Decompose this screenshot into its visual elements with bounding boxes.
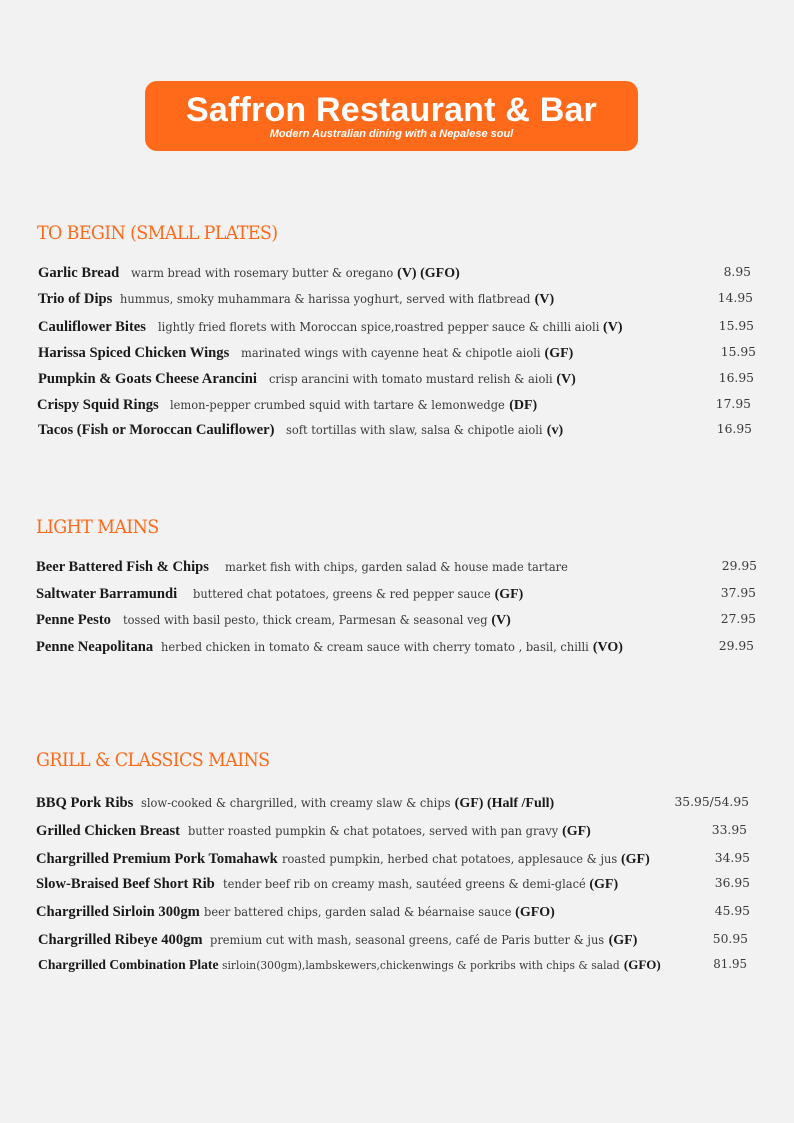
item-description: soft tortillas with slaw, salsa & chipotle aioli [286,423,543,437]
item-name: Chargrilled Sirloin 300gm [36,904,200,920]
item-dietary-tags: (GF) [620,852,650,867]
menu-item [36,876,618,893]
item-price: 36.95 [714,876,750,890]
item-name: BBQ Pork Ribs [36,795,134,811]
menu-item [38,422,563,439]
item-dietary-tags: (GF) [544,346,574,361]
item-name: Beer Battered Fish & Chips [36,559,209,575]
item-description: premium cut with mash, seasonal greens, café de Paris butter & jus [210,933,605,947]
item-description: lightly fried florets with Moroccan spice,roastred pepper sauce & chilli aioli [157,320,600,334]
item-dietary-tags: (GF) [494,587,524,602]
item-dietary-tags: (VO) [592,640,623,655]
restaurant-tagline: Modern Australian dining with a Nepalese soul [269,128,514,140]
item-name: Cauliflower Bites [38,319,146,335]
item-name: Penne Neapolitana [36,639,154,655]
item-price: 35.95/54.95 [674,795,749,809]
menu-item [37,397,537,414]
item-description: warm bread with rosemary butter & oregano [130,266,394,280]
item-description: slow-cooked & chargrilled, with creamy slaw & chips [141,796,451,810]
item-price: 16.95 [716,422,752,436]
item-name: Grilled Chicken Breast [36,823,181,839]
item-price: 45.95 [714,904,750,918]
item-name: Pumpkin & Goats Cheese Arancini [38,371,257,387]
menu-item [36,639,623,656]
item-price: 37.95 [720,586,756,600]
item-description: hummus, smoky muhammara & harissa yoghurt, served with flatbread [120,292,531,306]
menu-item [36,823,591,840]
restaurant-header [145,81,638,151]
menu-item [38,932,637,949]
item-dietary-tags: (V) [534,292,555,307]
item-dietary-tags: (GF) [589,877,619,892]
item-price: 17.95 [715,397,751,411]
restaurant-name: Saffron Restaurant & Bar [186,91,597,129]
item-description: tender beef rib on creamy mash, sautéed greens & demi-glacé [222,877,586,891]
item-dietary-tags: (GFO) [515,905,555,920]
item-name: Tacos (Fish or Moroccan Cauliflower) [38,422,275,438]
item-description: butter roasted pumpkin & chat potatoes, served with pan gravy [187,824,559,838]
item-name: Chargrilled Combination Plate [38,957,219,972]
item-description: beer battered chips, garden salad & béarnaise sauce [203,905,512,919]
item-dietary-tags: (V) [491,613,511,628]
item-description: roasted pumpkin, herbed chat potatoes, applesauce & jus [281,852,617,866]
item-name: Crispy Squid Rings [37,397,159,413]
menu-item [38,291,554,308]
menu-item [36,904,555,921]
section-title-to-begin: TO BEGIN (SMALL PLATES) [37,222,278,244]
item-dietary-tags: (v) [546,423,564,438]
item-price: 27.95 [720,612,756,626]
item-name: Trio of Dips [38,291,113,307]
item-dietary-tags: (GF) [608,933,638,948]
menu-item [38,371,576,388]
menu-item [36,586,523,603]
item-dietary-tags: (DF) [509,398,538,413]
item-description: herbed chicken in tomato & cream sauce with cherry tomato , basil, chilli [160,640,589,654]
item-dietary-tags: (V) (GFO) [397,266,460,281]
item-price: 15.95 [718,319,754,333]
item-name: Saltwater Barramundi [36,586,178,602]
item-price: 33.95 [711,823,747,837]
item-price: 14.95 [717,291,753,305]
section-title-light-mains: LIGHT MAINS [36,516,159,538]
menu-item [36,559,593,575]
item-name: Slow-Braised Beef Short Rib [36,876,215,892]
item-name: Harissa Spiced Chicken Wings [38,345,230,361]
item-price: 15.95 [720,345,756,359]
item-price: 81.95 [713,957,747,971]
menu-item [36,795,554,812]
item-dietary-tags: (GFO) [623,957,661,972]
item-description: sirloin(300gm),lambskewers,chickenwings & porkribs with chips & salad [222,958,620,972]
item-description: tossed with basil pesto, thick cream, Parmesan & seasonal veg [122,613,488,627]
menu-item [38,345,573,362]
menu-item [38,319,622,336]
item-name: Chargrilled Ribeye 400gm [38,932,203,948]
item-description: lemon-pepper crumbed squid with tartare & lemonwedge [170,398,506,412]
item-description: marinated wings with cayenne heat & chipotle aioli [241,346,541,360]
item-price: 34.95 [714,851,750,865]
item-name: Penne Pesto [36,612,111,628]
item-price: 8.95 [723,265,751,279]
item-dietary-tags: (V) [556,372,576,387]
item-name: Garlic Bread [38,265,120,281]
item-price: 29.95 [718,639,754,653]
item-price: 29.95 [721,559,757,573]
menu-item [36,851,650,868]
item-description: market fish with chips, garden salad & house made tartare [224,560,568,574]
menu-item [38,957,661,973]
item-description: crisp arancini with tomato mustard relish & aioli [268,372,553,386]
item-price: 50.95 [712,932,748,946]
section-title-grill-classics: GRILL & CLASSICS MAINS [36,749,270,771]
item-dietary-tags: (V) [603,320,623,335]
item-price: 16.95 [718,371,754,385]
item-name: Chargrilled Premium Pork Tomahawk [36,851,278,867]
item-dietary-tags: (GF) [562,824,591,839]
menu-item [38,265,460,282]
menu-item [36,612,511,629]
item-dietary-tags: (GF) (Half /Full) [454,796,555,811]
item-description: buttered chat potatoes, greens & red pepper sauce [192,587,491,601]
